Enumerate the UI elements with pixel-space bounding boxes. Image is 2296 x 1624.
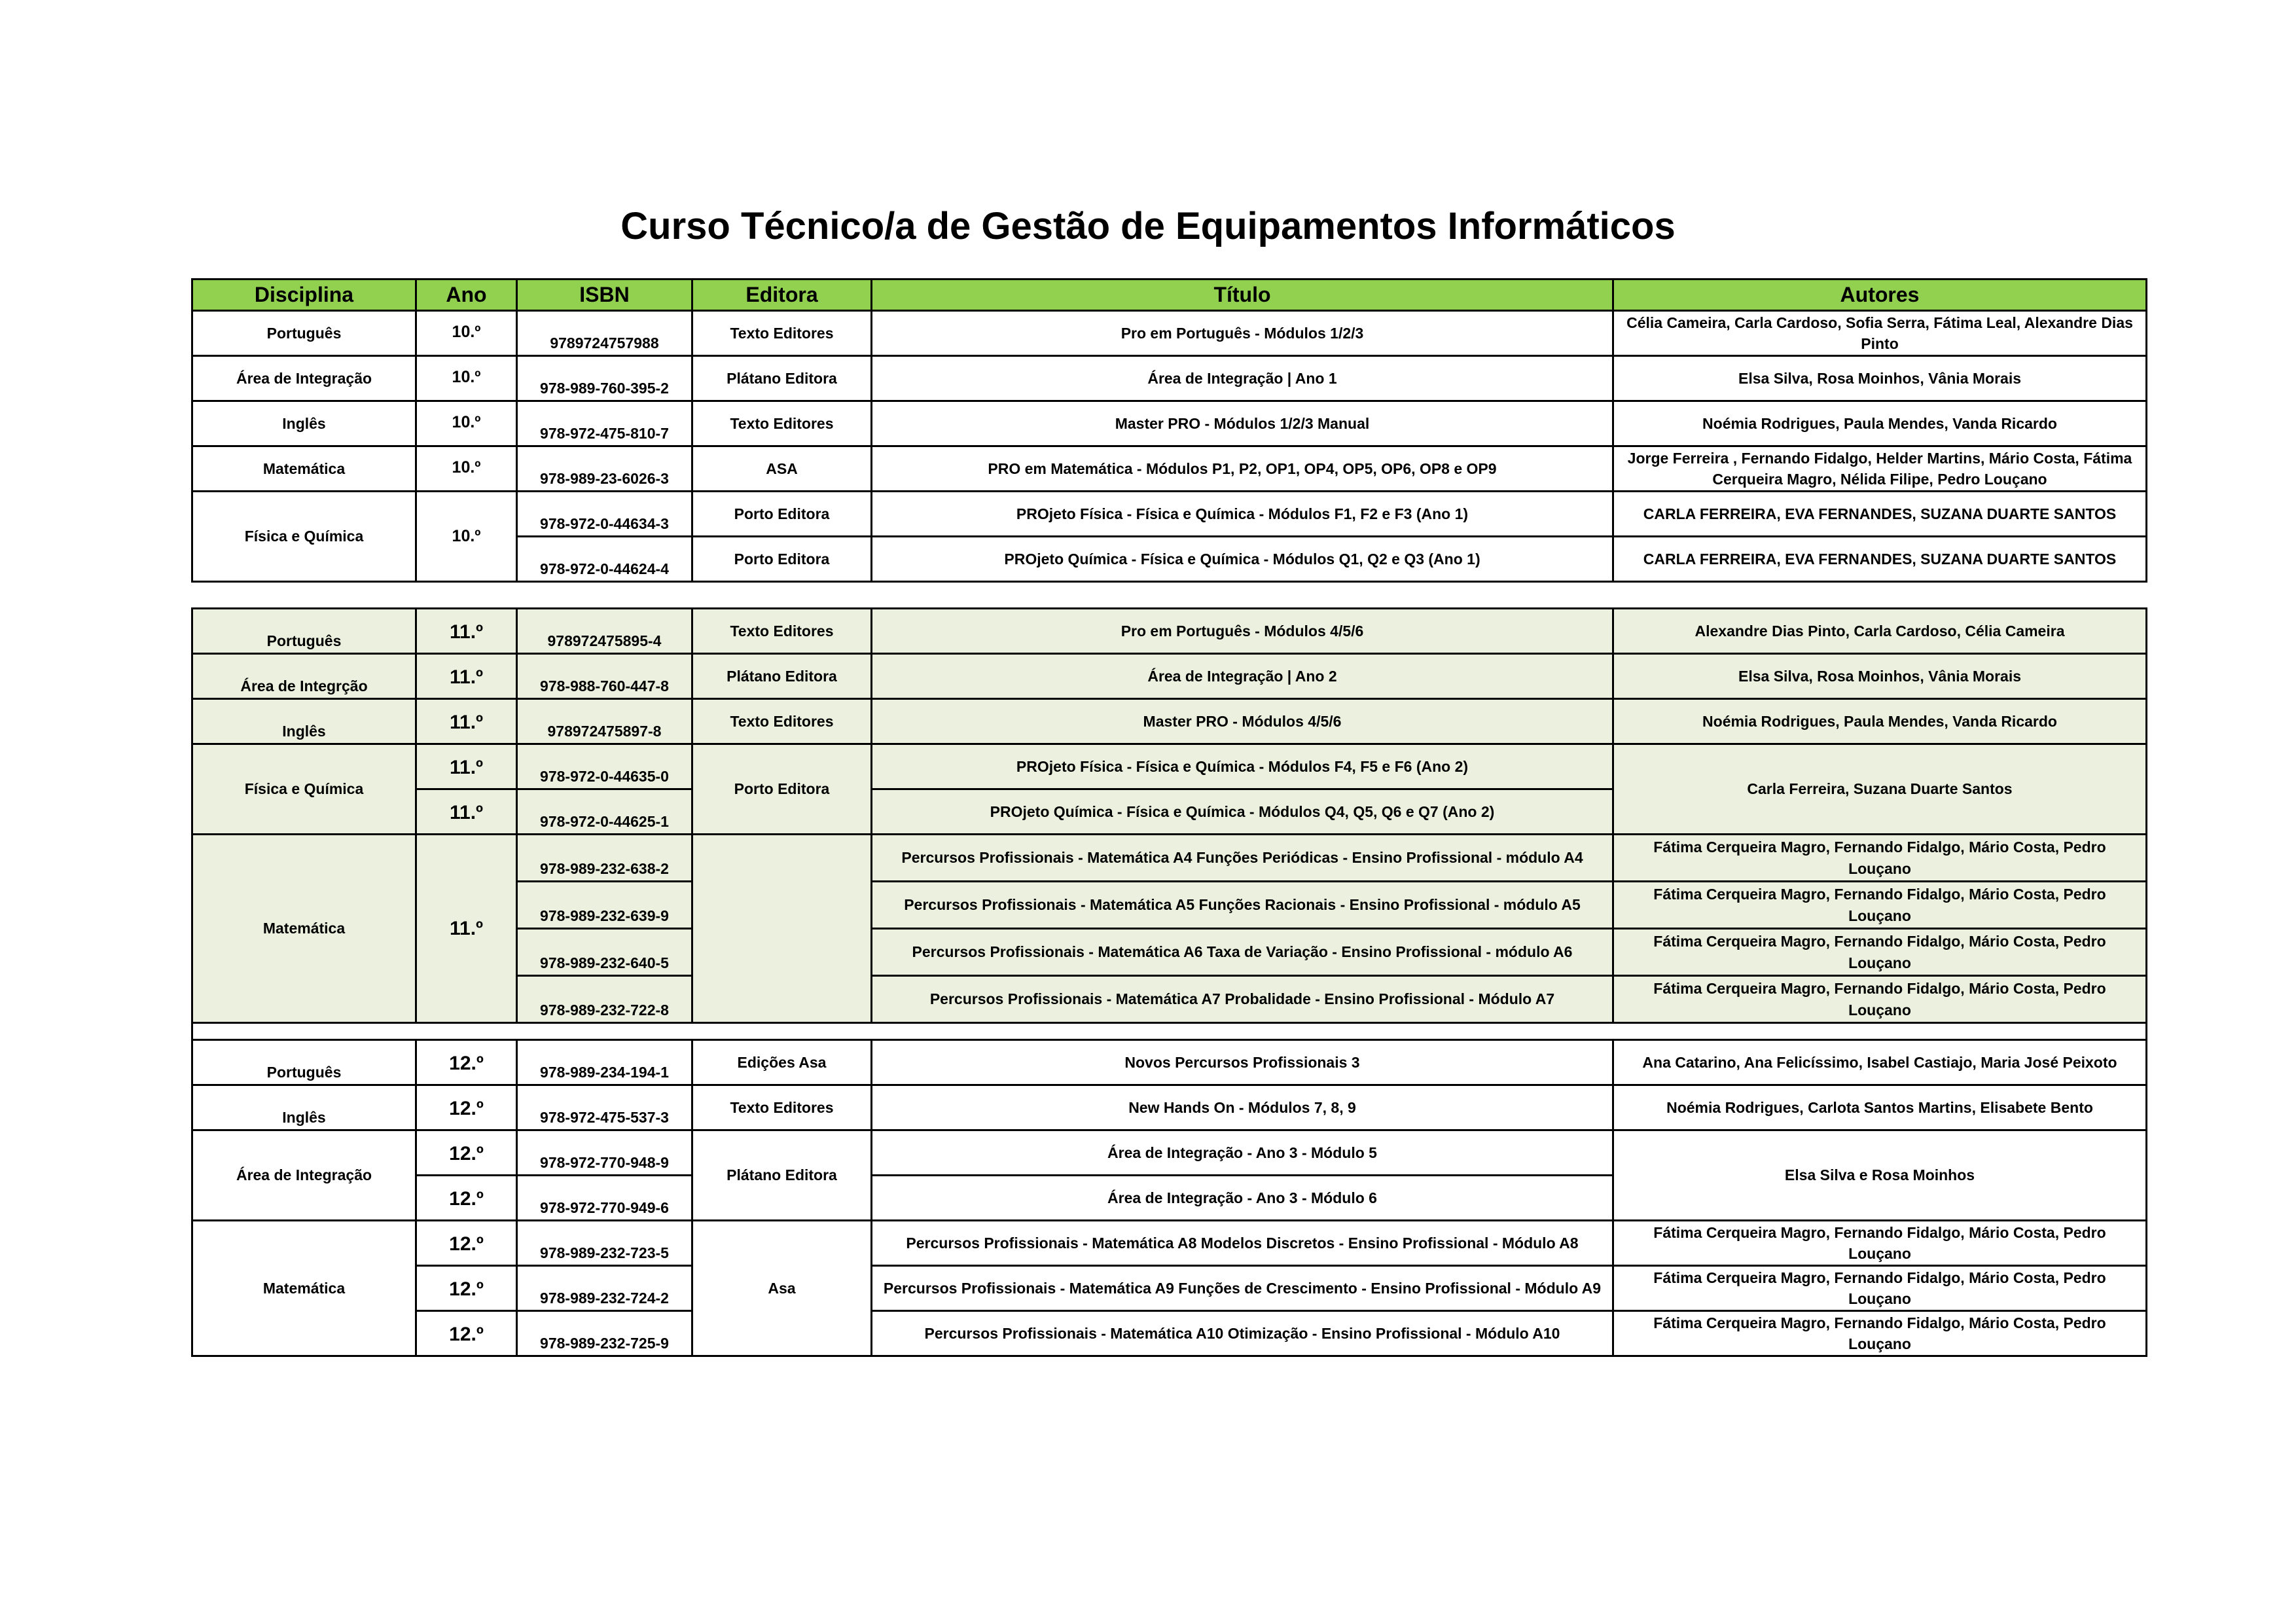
disciplina-cell: Português <box>192 609 416 654</box>
isbn-cell: 978-989-232-639-9 <box>517 882 692 929</box>
table-row <box>192 1085 2147 1130</box>
autores-cell: Fátima Cerqueira Magro, Fernando Fidalgo, Mário Costa, Pedro Louçano <box>1613 882 2147 929</box>
titulo-cell: Percursos Profissionais - Matemática A10 Otimização - Ensino Profissional - Módulo A10 <box>872 1311 1613 1356</box>
disciplina-cell: Física e Química <box>192 744 416 835</box>
editora-cell: Edições Asa <box>692 1040 872 1085</box>
isbn-cell: 978-989-232-640-5 <box>517 929 692 976</box>
disciplina-cell: Área de Integrção <box>192 654 416 699</box>
isbn-cell: 978-972-0-44625-1 <box>517 789 692 835</box>
titulo-cell: Percursos Profissionais - Matemática A5 Funções Racionais - Ensino Profissional - módulo A5 <box>872 882 1613 929</box>
table-row <box>192 1040 2147 1085</box>
titulo-cell: PRO em Matemática - Módulos P1, P2, OP1, OP4, OP5, OP6, OP8 e OP9 <box>872 446 1613 491</box>
isbn-cell: 978972475895-4 <box>517 609 692 654</box>
titulo-cell: Percursos Profissionais - Matemática A7 Probalidade - Ensino Profissional - Módulo A7 <box>872 976 1613 1023</box>
editora-cell: Plátano Editora <box>692 654 872 699</box>
titulo-cell: PROjeto Física - Física e Química - Módulos F4, F5 e F6 (Ano 2) <box>872 744 1613 789</box>
autores-cell: Fátima Cerqueira Magro, Fernando Fidalgo, Mário Costa, Pedro Louçano <box>1613 1311 2147 1356</box>
disciplina-cell: Inglês <box>192 699 416 744</box>
editora-cell: Asa <box>692 1221 872 1356</box>
editora-cell: Texto Editores <box>692 699 872 744</box>
table-row <box>192 1311 2147 1356</box>
isbn-cell: 978-989-232-724-2 <box>517 1266 692 1311</box>
autores-cell: Noémia Rodrigues, Carlota Santos Martins, Elisabete Bento <box>1613 1085 2147 1130</box>
header-ano: Ano <box>416 280 517 311</box>
ano-cell: 10.º <box>416 446 517 491</box>
autores-cell: Fátima Cerqueira Magro, Fernando Fidalgo, Mário Costa, Pedro Louçano <box>1613 976 2147 1023</box>
ano-cell: 11.º <box>416 609 517 654</box>
autores-cell: CARLA FERREIRA, EVA FERNANDES, SUZANA DUARTE SANTOS <box>1613 536 2147 581</box>
editora-cell: Porto Editora <box>692 491 872 536</box>
isbn-cell: 978-989-23-6026-3 <box>517 446 692 491</box>
disciplina-cell: Matemática <box>192 1221 416 1356</box>
disciplina-cell: Matemática <box>192 446 416 491</box>
page-title: Curso Técnico/a de Gestão de Equipamentos Informáticos <box>620 205 1676 247</box>
disciplina-cell: Área de Integração <box>192 355 416 401</box>
isbn-cell: 978-989-232-723-5 <box>517 1221 692 1266</box>
titulo-cell: Percursos Profissionais - Matemática A4 Funções Periódicas - Ensino Profissional - módulo A4 <box>872 835 1613 882</box>
isbn-cell: 978-989-232-638-2 <box>517 835 692 882</box>
disciplina-cell: Inglês <box>192 401 416 446</box>
ano-cell: 11.º <box>416 744 517 789</box>
editora-cell: Plátano Editora <box>692 1130 872 1221</box>
ano-cell: 10.º <box>416 491 517 581</box>
titulo-cell: Master PRO - Módulos 1/2/3 Manual <box>872 401 1613 446</box>
ano-cell: 11.º <box>416 835 517 1023</box>
autores-cell: Alexandre Dias Pinto, Carla Cardoso, Célia Cameira <box>1613 609 2147 654</box>
titulo-cell: Percursos Profissionais - Matemática A8 Modelos Discretos - Ensino Profissional - Módulo A8 <box>872 1221 1613 1266</box>
titulo-cell: Área de Integração | Ano 2 <box>872 654 1613 699</box>
autores-cell: Fátima Cerqueira Magro, Fernando Fidalgo, Mário Costa, Pedro Louçano <box>1613 1266 2147 1311</box>
titulo-cell: Master PRO - Módulos 4/5/6 <box>872 699 1613 744</box>
editora-cell: Texto Editores <box>692 1085 872 1130</box>
editora-cell: Porto Editora <box>692 744 872 835</box>
header-isbn: ISBN <box>517 280 692 311</box>
ano-cell: 12.º <box>416 1130 517 1176</box>
ano-cell: 12.º <box>416 1085 517 1130</box>
ano-cell: 11.º <box>416 699 517 744</box>
isbn-cell: 978-972-0-44635-0 <box>517 744 692 789</box>
titulo-cell: PROjeto Química - Física e Química - Módulos Q4, Q5, Q6 e Q7 (Ano 2) <box>872 789 1613 835</box>
ano-cell: 12.º <box>416 1266 517 1311</box>
disciplina-cell: Física e Química <box>192 491 416 581</box>
table-row <box>192 1130 2147 1176</box>
editora-cell: ASA <box>692 446 872 491</box>
autores-cell: Elsa Silva, Rosa Moinhos, Vânia Morais <box>1613 355 2147 401</box>
titulo-cell: Percursos Profissionais - Matemática A6 Taxa de Variação - Ensino Profissional - módulo A6 <box>872 929 1613 976</box>
table-row <box>192 609 2147 654</box>
titulo-cell: Percursos Profissionais - Matemática A9 Funções de Crescimento - Ensino Profissional - Módulo A9 <box>872 1266 1613 1311</box>
editora-cell <box>692 835 872 1023</box>
table-row <box>192 835 2147 882</box>
table-row <box>192 1266 2147 1311</box>
header-disciplina: Disciplina <box>192 280 416 311</box>
disciplina-cell: Português <box>192 1040 416 1085</box>
table-row <box>192 310 2147 355</box>
ano-cell: 11.º <box>416 654 517 699</box>
table-row <box>192 699 2147 744</box>
header-titulo: Título <box>872 280 1613 311</box>
titulo-cell: Pro em Português - Módulos 1/2/3 <box>872 310 1613 355</box>
autores-cell: Elsa Silva, Rosa Moinhos, Vânia Morais <box>1613 654 2147 699</box>
titulo-cell: Área de Integração | Ano 1 <box>872 355 1613 401</box>
isbn-cell: 978-989-232-722-8 <box>517 976 692 1023</box>
booklist-table-year11 <box>191 607 2147 1042</box>
ano-cell: 12.º <box>416 1311 517 1356</box>
isbn-cell: 978-989-760-395-2 <box>517 355 692 401</box>
autores-cell: Noémia Rodrigues, Paula Mendes, Vanda Ricardo <box>1613 401 2147 446</box>
ano-cell: 12.º <box>416 1221 517 1266</box>
titulo-cell: Pro em Português - Módulos 4/5/6 <box>872 609 1613 654</box>
disciplina-cell: Inglês <box>192 1085 416 1130</box>
titulo-cell: Área de Integração - Ano 3 - Módulo 6 <box>872 1176 1613 1221</box>
ano-cell: 10.º <box>416 401 517 446</box>
isbn-cell: 978-989-232-725-9 <box>517 1311 692 1356</box>
table-row <box>192 654 2147 699</box>
editora-cell: Texto Editores <box>692 401 872 446</box>
isbn-cell: 978-989-234-194-1 <box>517 1040 692 1085</box>
isbn-cell: 978-972-770-949-6 <box>517 1176 692 1221</box>
ano-cell: 12.º <box>416 1176 517 1221</box>
table-header-row <box>192 280 2147 311</box>
titulo-cell: PROjeto Química - Física e Química - Módulos Q1, Q2 e Q3 (Ano 1) <box>872 536 1613 581</box>
autores-cell: Fátima Cerqueira Magro, Fernando Fidalgo, Mário Costa, Pedro Louçano <box>1613 1221 2147 1266</box>
disciplina-cell: Área de Integração <box>192 1130 416 1221</box>
header-editora: Editora <box>692 280 872 311</box>
isbn-cell: 978-972-475-810-7 <box>517 401 692 446</box>
isbn-cell: 978-972-0-44624-4 <box>517 536 692 581</box>
isbn-cell: 9789724757988 <box>517 310 692 355</box>
table-row <box>192 446 2147 491</box>
isbn-cell: 978-972-475-537-3 <box>517 1085 692 1130</box>
editora-cell: Texto Editores <box>692 609 872 654</box>
isbn-cell: 978-972-0-44634-3 <box>517 491 692 536</box>
table-row <box>192 401 2147 446</box>
disciplina-cell: Matemática <box>192 835 416 1023</box>
autores-cell: Ana Catarino, Ana Felicíssimo, Isabel Castiajo, Maria José Peixoto <box>1613 1040 2147 1085</box>
editora-cell: Porto Editora <box>692 536 872 581</box>
table-row <box>192 355 2147 401</box>
autores-cell: Elsa Silva e Rosa Moinhos <box>1613 1130 2147 1221</box>
ano-cell: 10.º <box>416 355 517 401</box>
disciplina-cell: Português <box>192 310 416 355</box>
ano-cell: 10.º <box>416 310 517 355</box>
editora-cell: Texto Editores <box>692 310 872 355</box>
autores-cell: Noémia Rodrigues, Paula Mendes, Vanda Ricardo <box>1613 699 2147 744</box>
titulo-cell: Área de Integração - Ano 3 - Módulo 5 <box>872 1130 1613 1176</box>
table-row <box>192 744 2147 789</box>
ano-cell: 12.º <box>416 1040 517 1085</box>
table-row <box>192 491 2147 536</box>
titulo-cell: New Hands On - Módulos 7, 8, 9 <box>872 1085 1613 1130</box>
autores-cell: Jorge Ferreira , Fernando Fidalgo, Helder Martins, Mário Costa, Fátima Cerqueira Magro, Nélida Filipe, Pedro Louçano <box>1613 446 2147 491</box>
editora-cell: Plátano Editora <box>692 355 872 401</box>
ano-cell: 11.º <box>416 789 517 835</box>
isbn-cell: 978972475897-8 <box>517 699 692 744</box>
isbn-cell: 978-988-760-447-8 <box>517 654 692 699</box>
booklist-table-year10 <box>191 278 2147 583</box>
autores-cell: Fátima Cerqueira Magro, Fernando Fidalgo, Mário Costa, Pedro Louçano <box>1613 835 2147 882</box>
isbn-cell: 978-972-770-948-9 <box>517 1130 692 1176</box>
booklist-table-year12 <box>191 1039 2147 1357</box>
titulo-cell: PROjeto Física - Física e Química - Módulos F1, F2 e F3 (Ano 1) <box>872 491 1613 536</box>
autores-cell: CARLA FERREIRA, EVA FERNANDES, SUZANA DUARTE SANTOS <box>1613 491 2147 536</box>
autores-cell: Fátima Cerqueira Magro, Fernando Fidalgo, Mário Costa, Pedro Louçano <box>1613 929 2147 976</box>
autores-cell: Carla Ferreira, Suzana Duarte Santos <box>1613 744 2147 835</box>
table-row <box>192 1221 2147 1266</box>
header-autores: Autores <box>1613 280 2147 311</box>
autores-cell: Célia Cameira, Carla Cardoso, Sofia Serra, Fátima Leal, Alexandre Dias Pinto <box>1613 310 2147 355</box>
titulo-cell: Novos Percursos Profissionais 3 <box>872 1040 1613 1085</box>
